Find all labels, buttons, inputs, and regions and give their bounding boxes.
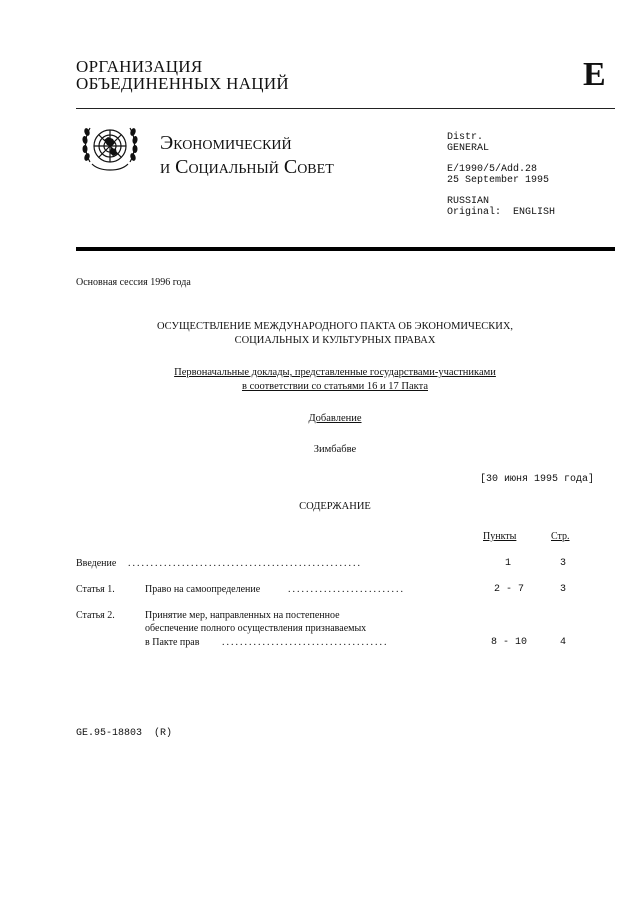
document-title	[76, 320, 594, 348]
toc-row-label: Статья 2.	[76, 610, 115, 621]
language-letter: E	[583, 56, 606, 93]
distr-label: Distr.	[447, 132, 484, 143]
toc-row-paragraphs: 1	[504, 558, 511, 569]
document-symbol: E/1990/5/Add.28	[447, 164, 538, 175]
title-line-2: СОЦИАЛЬНЫХ И КУЛЬТУРНЫХ ПРАВАХ	[234, 335, 436, 346]
document-date: 25 September 1995	[447, 175, 550, 186]
document-language: RUSSIAN	[447, 196, 490, 207]
header-divider	[76, 108, 615, 109]
toc-leader-dots: ..........................	[288, 584, 405, 595]
toc-row-article-2	[76, 609, 594, 649]
org-line-2: ОБЪЕДИНЕННЫХ НАЦИЙ	[76, 74, 290, 93]
toc-leader-dots: .....................................	[222, 637, 389, 648]
distr-value: GENERAL	[447, 143, 490, 154]
toc-row-title-line-2: обеспечение полного осуществления признаваемых	[145, 623, 367, 634]
toc-col-page	[551, 531, 570, 542]
document-symbol-block	[447, 132, 555, 218]
council-line-1: Экономический	[160, 132, 292, 154]
header-bottom-rule	[76, 247, 615, 251]
toc-row-page: 3	[560, 558, 567, 569]
job-number: GE.95-18803 (R)	[76, 728, 173, 739]
toc-row-paragraphs: 8 - 10	[490, 637, 527, 648]
toc-leader-dots: ....................................................	[128, 558, 362, 569]
toc-row-title-line-3: в Пакте прав	[145, 637, 200, 648]
subtitle-line-2: в соответствии со статьями 16 и 17 Пакта	[241, 381, 428, 392]
toc-row-title-line-1: Принятие мер, направленных на постепенное	[145, 610, 340, 621]
toc-col-page-label: Стр.	[551, 531, 570, 542]
title-line-1: ОСУЩЕСТВЛЕНИЕ МЕЖДУНАРОДНОГО ПАКТА ОБ ЭКОНОМИЧЕСКИХ,	[156, 321, 514, 332]
addendum-heading: Добавление	[308, 413, 362, 424]
council-name	[160, 131, 334, 179]
document-subtitle	[76, 366, 594, 394]
toc-col-paragraphs: Пункты	[483, 531, 517, 542]
org-line-1: ОРГАНИЗАЦИЯ	[76, 57, 203, 76]
organization-name	[76, 58, 289, 92]
contents-heading: СОДЕРЖАНИЕ	[299, 501, 371, 512]
toc-row-title: Право на самоопределение	[145, 584, 261, 595]
council-line-2: и Социальный Совет	[160, 156, 334, 178]
original-language: Original: ENGLISH	[447, 207, 556, 218]
country-name: Зимбабве	[313, 444, 357, 455]
toc-row-paragraphs: 2 - 7	[493, 584, 524, 595]
addendum-wrap	[76, 412, 594, 426]
toc-row-page: 4	[560, 637, 567, 648]
session-line: Основная сессия 1996 года	[76, 277, 191, 288]
toc-row-label: Введение	[76, 558, 117, 569]
toc-row-label: Статья 1.	[76, 584, 115, 595]
un-emblem-icon	[78, 118, 142, 180]
toc-row-page: 3	[560, 584, 567, 595]
report-date: [30 июня 1995 года]	[479, 474, 594, 485]
subtitle-line-1: Первоначальные доклады, представленные государствами-участниками	[174, 367, 496, 378]
